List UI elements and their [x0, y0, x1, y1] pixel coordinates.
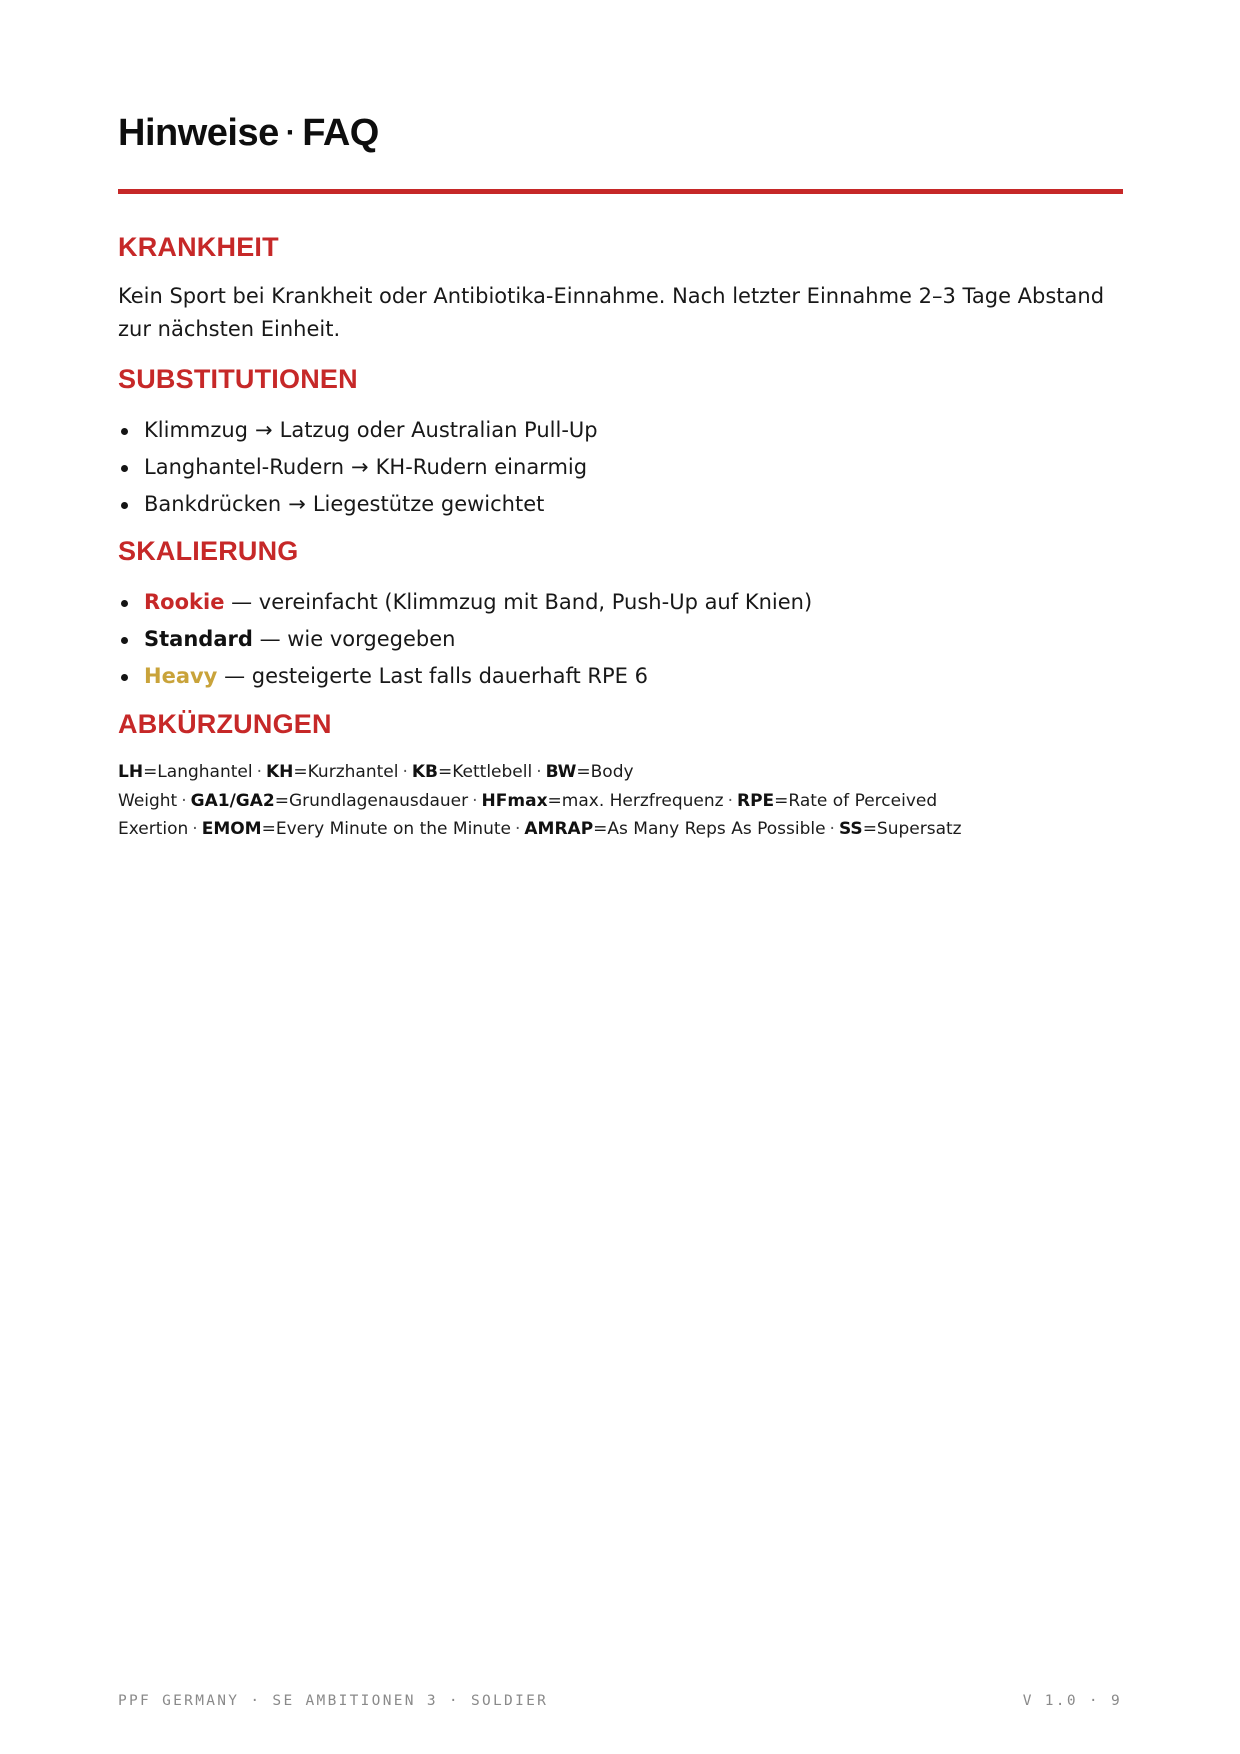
abbreviation-term: KB [411, 762, 438, 782]
abbreviation-glossary [118, 758, 1123, 844]
scaling-description: — vereinfacht (Klimmzug mit Band, Push-Up auf Knien) [231, 590, 813, 614]
abbreviation-term: RPE [736, 790, 775, 811]
abbreviation-meaning: =As Many Reps As Possible [593, 819, 826, 839]
abbreviation-separator: · [514, 819, 521, 839]
section-heading-skalierung: SKALIERUNG [118, 536, 299, 566]
title-divider [118, 189, 1123, 194]
scaling-description: — wie vorgegeben [259, 627, 456, 651]
page-title-separator: · [285, 116, 296, 149]
list-item [118, 658, 812, 695]
abbreviation-meaning: =Body Weight [118, 762, 634, 811]
list-item [118, 449, 598, 486]
abbreviation-meaning: =Rate of Perceived Exertion [118, 790, 938, 839]
abbreviation-term: HFmax [481, 790, 548, 811]
footer-version-page: V 1.0 · 9 [1022, 1693, 1122, 1709]
abbreviation-term: LH [118, 762, 144, 782]
abbreviation-meaning: =max. Herzfrequenz [547, 790, 724, 811]
list-item [118, 584, 812, 621]
abbreviation-meaning: =Grundlagenausdauer [274, 790, 469, 811]
substitution-from: Bankdrücken [144, 492, 282, 516]
abbreviation-term: EMOM [201, 819, 262, 839]
scaling-description: — gesteigerte Last falls dauerhaft RPE 6 [224, 664, 648, 688]
page-title-suffix: FAQ [302, 112, 379, 154]
abbreviation-meaning: =Kettlebell [437, 762, 533, 782]
bullet-icon [121, 637, 128, 644]
substitution-from: Langhantel-Rudern [144, 455, 345, 479]
abbreviation-separator: · [536, 762, 542, 782]
abbreviation-term: BW [545, 762, 577, 782]
abbreviation-separator: · [402, 762, 408, 782]
abbreviation-meaning: =Every Minute on the Minute [261, 819, 511, 839]
arrow-right-icon: → [288, 492, 306, 516]
scaling-level-rookie: Rookie [144, 590, 225, 614]
bullet-icon [121, 465, 128, 472]
section-heading-abkuerzungen: ABKÜRZUNGEN [118, 709, 332, 739]
section-heading-krankheit: KRANKHEIT [118, 232, 279, 262]
substitution-to: KH-Rudern einarmig [375, 455, 588, 479]
abbreviation-meaning: =Langhantel [143, 762, 253, 782]
krankheit-text: Kein Sport bei Krankheit oder Antibiotika-Einnahme. Nach letzter Einnahme 2–3 Tage Abstand zur nächsten Einheit. [118, 284, 1105, 341]
scaling-level-standard: Standard [144, 627, 253, 651]
list-item [118, 486, 598, 523]
abbreviation-term: SS [838, 819, 863, 839]
substitution-to: Latzug oder Australian Pull-Up [279, 418, 598, 442]
abbreviation-separator: · [472, 790, 478, 811]
list-item [118, 621, 812, 658]
scaling-level-heavy: Heavy [144, 664, 218, 688]
abbreviation-separator: · [727, 790, 733, 811]
bullet-icon [121, 502, 128, 509]
abbreviation-separator: · [181, 790, 187, 811]
abbreviation-separator: · [256, 762, 262, 782]
abbreviation-term: AMRAP [524, 819, 594, 839]
footer-document-title: PPF GERMANY · SE AMBITIONEN 3 · SOLDIER [118, 1693, 549, 1709]
bullet-icon [121, 600, 128, 607]
abbreviation-term: KH [265, 762, 294, 782]
abbreviation-separator: · [829, 819, 835, 839]
substitution-to: Liegestütze gewichtet [312, 492, 545, 516]
bullet-icon [121, 428, 128, 435]
list-item [118, 412, 598, 449]
page-title [118, 112, 379, 155]
bullet-icon [121, 674, 128, 681]
abbreviation-meaning: =Kurzhantel [293, 762, 399, 782]
abbreviation-term: GA1/GA2 [190, 790, 275, 811]
section-heading-substitutionen: SUBSTITUTIONEN [118, 364, 358, 394]
substitution-list [118, 412, 598, 523]
abbreviation-meaning: =Supersatz [862, 819, 962, 839]
abbreviation-separator: · [192, 819, 198, 839]
arrow-right-icon: → [255, 418, 273, 442]
scaling-list [118, 584, 812, 695]
page-title-main: Hinweise [118, 112, 279, 154]
arrow-right-icon: → [351, 455, 369, 479]
substitution-from: Klimmzug [144, 418, 249, 442]
